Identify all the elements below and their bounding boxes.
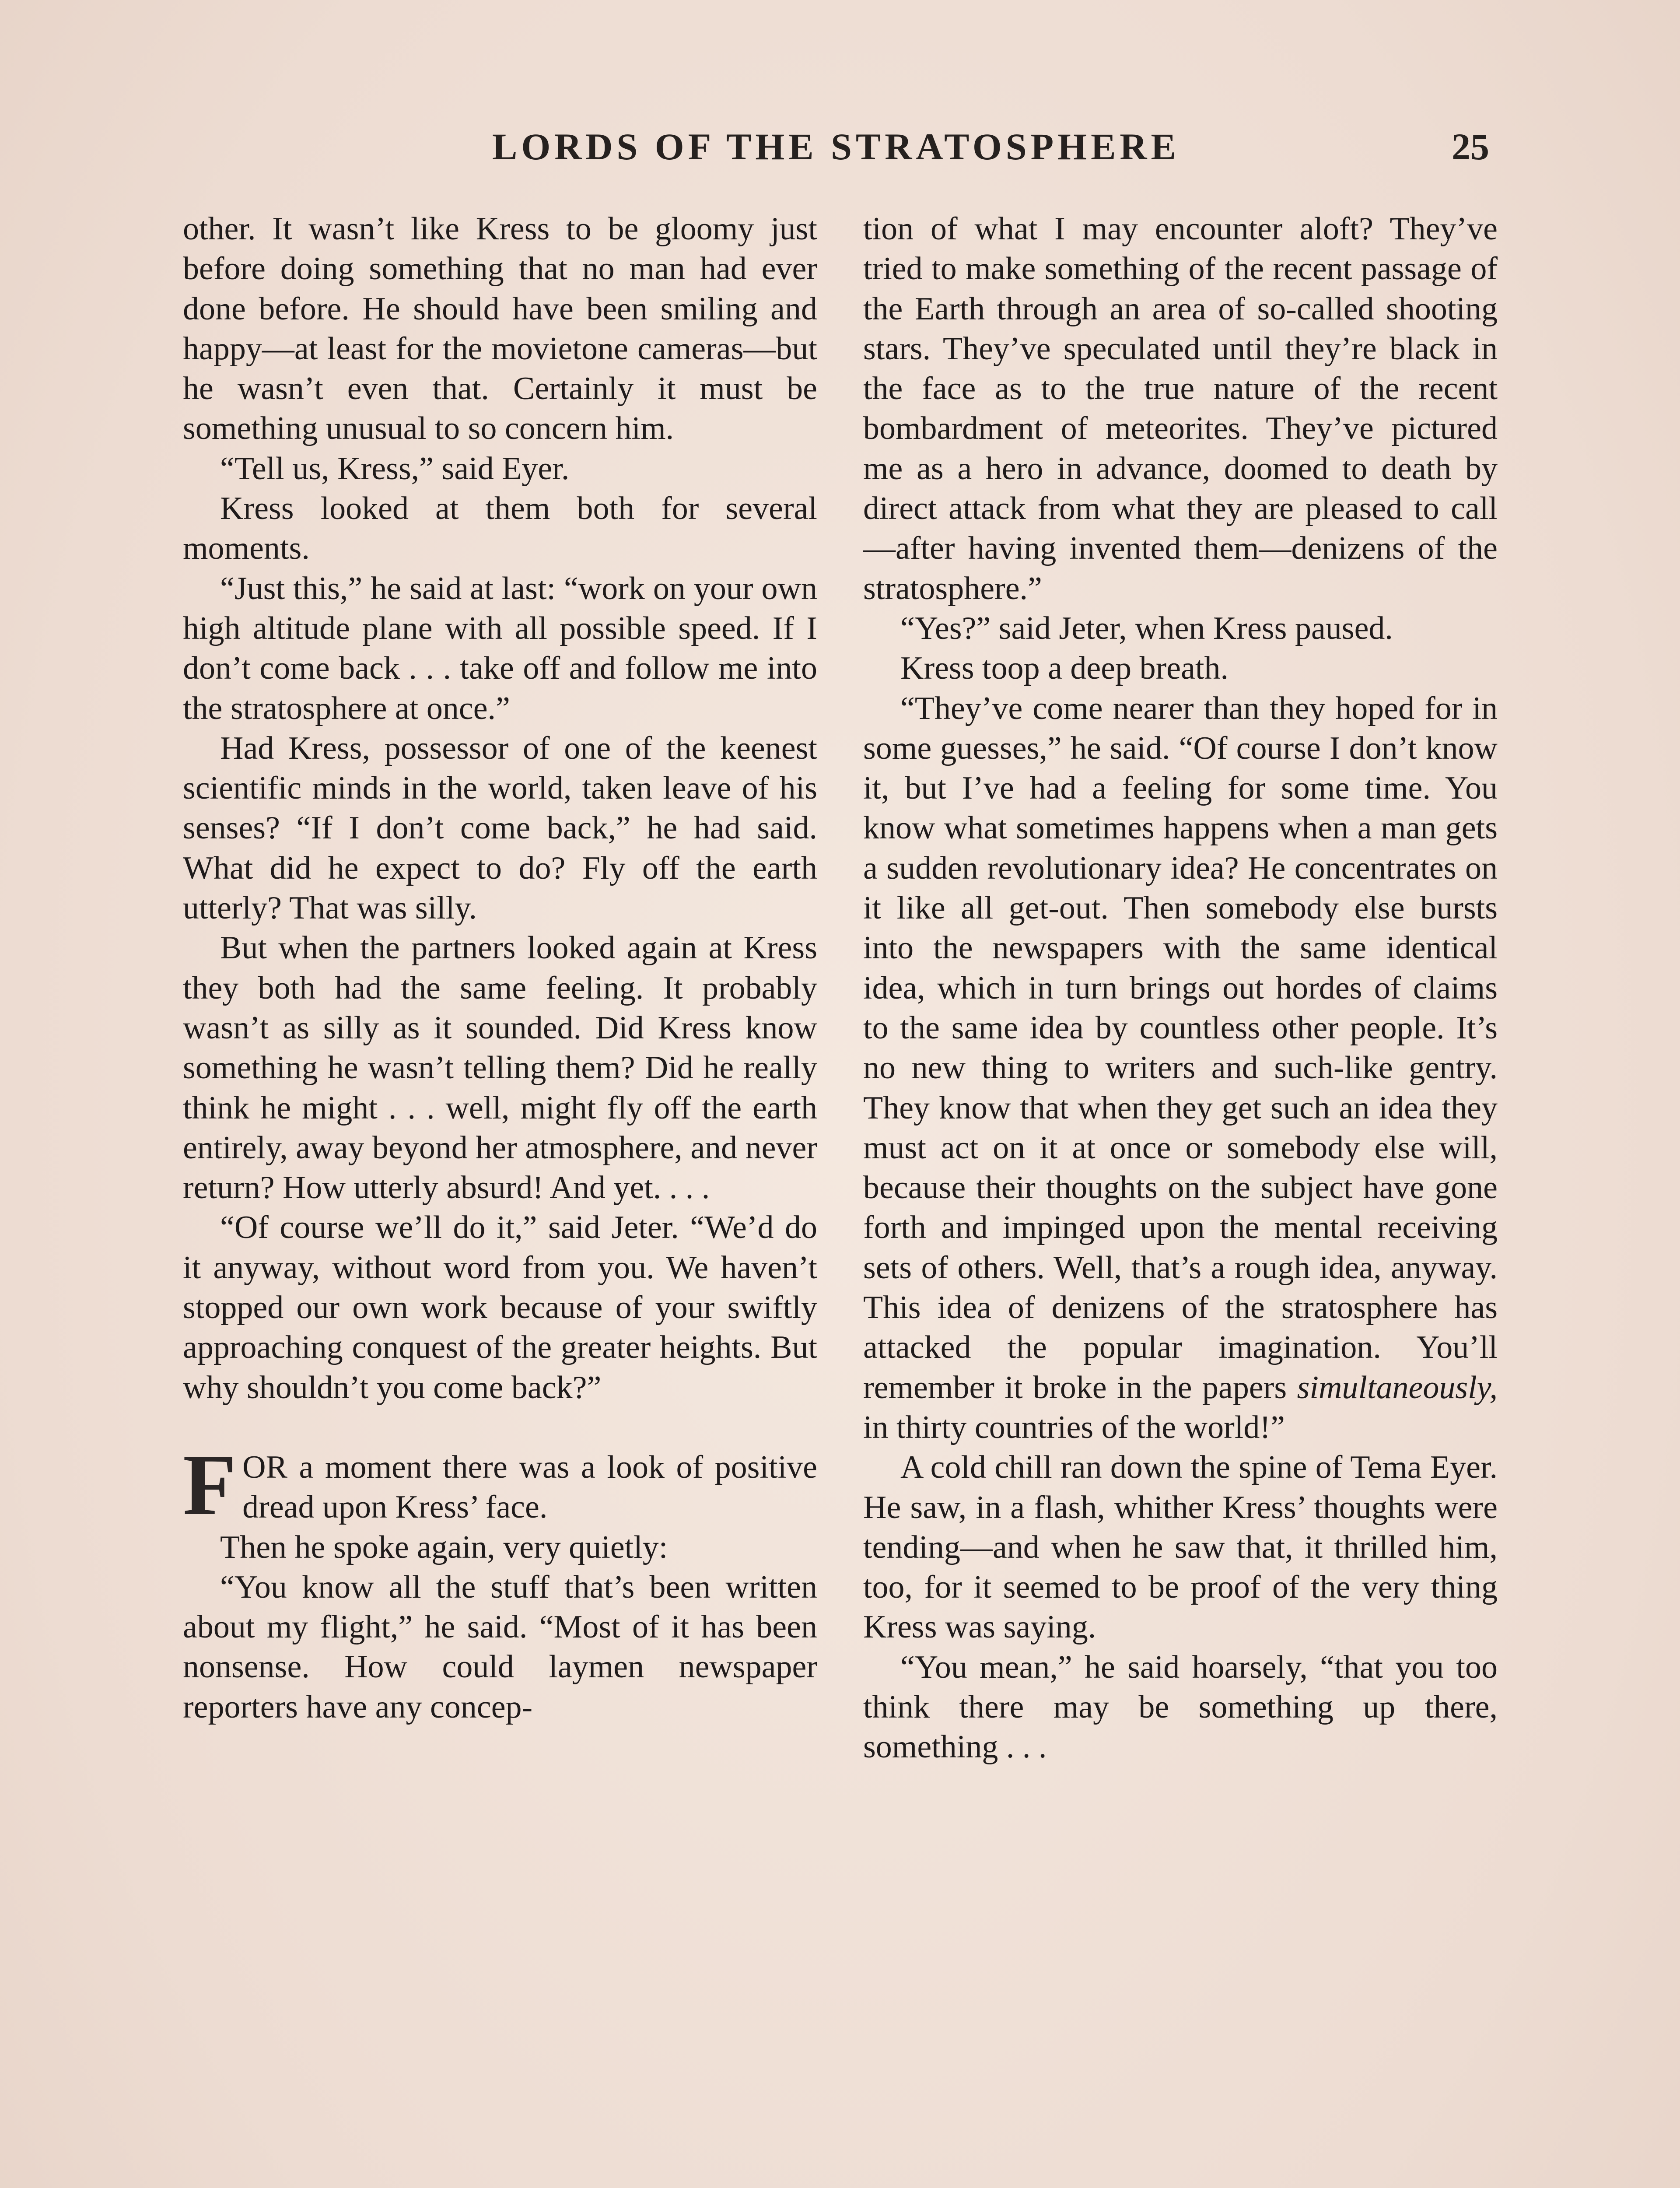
paragraph: “You mean,” he said hoarsely, “that you too think there may be something up there, something . . . [863,1649,1498,1765]
paragraph: “Of course we’ll do it,” said Jeter. “We’d do it anyway, without word from you. We haven’t stopped our own work because of your swiftly approaching conquest of the greater heights. But why shouldn’t you come back?” [183,1210,817,1406]
right-column [863,209,1498,1767]
paragraph: Kress looked at them both for several moments. [183,491,817,567]
paragraph: But when the partners looked again at Kress they both had the same feeling. It probably wasn’t as silly as it sounded. Did Kress know something he wasn’t telling them? Did he really think he might . . . well, might fly off the earth entirely, away beyond her atmosphere, and never return? How utterly absurd! And yet. . . . [183,930,817,1206]
paragraph-text: in thirty countries of the world!” [863,1409,1285,1445]
paragraph-text: “They’ve come nearer than they hoped for in some guesses,” he said. “Of course I don’t know it, but I’ve had a feeling for some time. You know what sometimes happens when a man gets a sudden revolutionary idea? He concentrates on it like all get-out. Then somebody else bursts into the newspapers with the same identical idea, which in turn brings out hordes of claims to the same idea by countless other people. It’s no new thing to writers and such-like gentry. They know that when they get such an idea they must act on it at once or somebody else will, because their thoughts on the subject have gone forth and impinged upon the mental receiving sets of others. Well, that’s a rough idea, anyway. This idea of denizens of the stratosphere has attacked the popular imagination. You’ll remember it broke in the papers [863,690,1498,1406]
dropcap-paragraph-text: OR a moment there was a look of positive dread upon Kress’ face. [242,1449,817,1525]
paragraph: A cold chill ran down the spine of Tema Eyer. He saw, in a flash, whither Kress’ thoughts were tending—and when he saw that, it thrilled him, too, for it seemed to be proof of the very thing Kress was saying. [863,1449,1498,1645]
running-title: LORDS OF THE STRATOSPHERE [492,126,1180,168]
paragraph: “You know all the stuff that’s been written about my flight,” he said. “Most of it has been nonsense. How could laymen newspaper reporters have any concep- [183,1569,817,1725]
paragraph: Kress toop a deep breath. [900,650,1229,687]
running-header [0,125,1680,168]
paragraph: other. It wasn’t like Kress to be gloomy just before doing something that no man had ever done before. He should have been smiling and happy—at least for the movietone cameras—but he wasn’t even that. Certainly it must be something unusual to so concern him. [183,211,817,447]
paragraph: “Yes?” said Jeter, when Kress paused. [900,610,1393,646]
paragraph: tion of what I may encounter aloft? They’ve tried to make something of the recent passage of the Earth through an area of so-called shooting stars. They’ve speculated until they’re black in the face as to the true nature of the recent bombardment of meteorites. They’ve pictured me as a hero in advance, doomed to death by direct attack from what they are pleased to call —after having invented them—denizens of the stratosphere.” [863,211,1498,607]
paragraph [863,689,1498,1448]
paragraph: Then he spoke again, very quietly: [220,1529,668,1565]
paragraph: “Just this,” he said at last: “work on your own high altitude plane with all possible speed. If I don’t come back . . . take off and follow me into the stratosphere at once.” [183,570,817,726]
italic-text: simultaneously, [1297,1369,1498,1406]
paragraph: Had Kress, possessor of one of the keenest scientific minds in the world, taken leave of his senses? “If I don’t come back,” he had said. What did he expect to do? Fly off the earth utterly? That was silly. [183,730,817,926]
drop-cap: F [183,1436,237,1533]
dropcap-paragraph [183,1436,817,1533]
page-number: 25 [1452,126,1489,168]
paragraph: “Tell us, Kress,” said Eyer. [220,450,570,487]
left-column [183,209,817,1727]
